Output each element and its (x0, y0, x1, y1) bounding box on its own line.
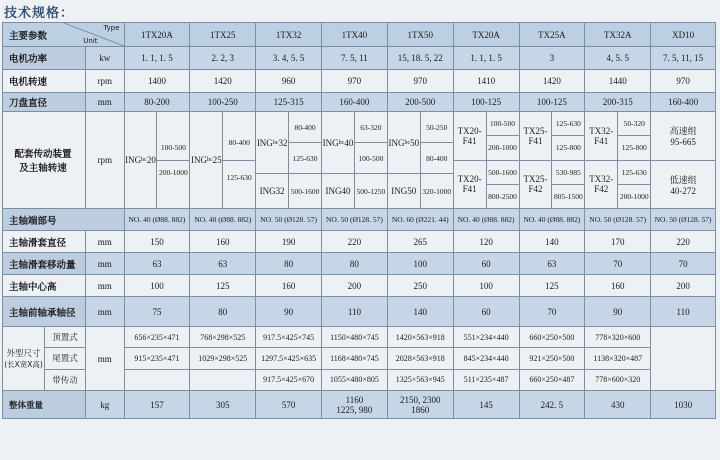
gear-model-suffix: F41 (462, 184, 477, 195)
cell: NO. 40 (Ø88. 882) (519, 209, 585, 231)
gear-cell (387, 112, 453, 209)
cell-line: 1160 (345, 394, 364, 405)
gear-range: 80-400 (223, 126, 255, 161)
model-header: 1TX50 (387, 23, 453, 47)
cell: 551×234×440 (453, 327, 519, 348)
gear-num: 20 (146, 155, 156, 165)
gear-range: 125-630 (552, 112, 584, 136)
cell: 200-315 (585, 93, 651, 112)
gear-range: 800-2500 (488, 191, 517, 201)
cell: 970 (322, 70, 388, 93)
cell-line: 2150, 2300 (400, 394, 441, 405)
gear-model: TX20- (457, 125, 482, 136)
gear-model-suffix: F42 (594, 184, 609, 195)
cell: 1297.5×425×635 (256, 348, 322, 369)
cell: 778×600×320 (585, 369, 651, 390)
cell: 1440 (585, 70, 651, 93)
gear-range: 125-800 (555, 143, 581, 153)
gear-sub: c (341, 139, 345, 146)
gear-sub: c (144, 157, 147, 163)
cell: 80-200 (124, 93, 190, 112)
header-param: 主要参数 (9, 30, 48, 42)
spec-table (2, 22, 716, 419)
row-label: 整体重量 (3, 391, 86, 419)
row-label: 电机转速 (3, 70, 86, 93)
cell: 3 (519, 47, 585, 70)
gear-range: 500-1250 (356, 186, 386, 196)
unit-cell: kg (86, 391, 125, 419)
model-header: 1TX40 (322, 23, 388, 47)
cell: 430 (585, 391, 651, 419)
cell: 80 (256, 253, 322, 275)
cell: 70 (651, 253, 716, 275)
dims-sub-label: 带传动 (52, 375, 78, 386)
gear-model: ING (322, 137, 339, 148)
gear-cell (585, 112, 651, 209)
unit-cell: rpm (86, 70, 125, 93)
cell: NO. 50 (Ø128. 57) (651, 209, 716, 231)
sleeve-dia-row (3, 231, 716, 253)
cell: 570 (256, 391, 322, 419)
power-row (3, 47, 716, 70)
model-header: 1TX25 (190, 23, 256, 47)
cell: NO. 50 (Ø128. 57) (322, 209, 388, 231)
gear-sup: b (272, 139, 276, 146)
cell: 190 (256, 231, 322, 253)
row-label: 外型尺寸 (6, 349, 41, 359)
cell: 220 (322, 231, 388, 253)
gear-model: ING40 (322, 174, 355, 208)
gear-cell (651, 112, 716, 209)
gear-model: TX20- (457, 174, 482, 185)
cell: 63 (124, 253, 190, 275)
cell: 7. 5, 11, 15 (651, 47, 716, 70)
cell: NO. 50 (Ø128. 57) (585, 209, 651, 231)
cell: 160 (190, 231, 256, 253)
cell: 768×298×525 (190, 327, 256, 348)
cell: 160-400 (322, 93, 388, 112)
model-header: 1TX20A (124, 23, 190, 47)
row-label: 主轴前轴承轴径 (3, 297, 86, 327)
cell: 921×250×500 (519, 348, 585, 369)
cell (190, 369, 256, 390)
gear-num: 32 (278, 137, 288, 148)
row-label-line2: 及主轴转速 (19, 163, 67, 174)
unit-cell: mm (86, 297, 125, 327)
cell: 140 (519, 231, 585, 253)
gear-model: ING (256, 137, 273, 148)
row-label: 主轴中心高 (3, 275, 86, 297)
cell: 656×235×471 (124, 327, 190, 348)
cell: 1. 1, 1. 5 (453, 47, 519, 70)
header-row (3, 23, 716, 47)
cell: 75 (124, 297, 190, 327)
speed-row (3, 70, 716, 93)
gear-sub: c (275, 139, 279, 146)
gear-model-suffix: F42 (528, 184, 543, 195)
cell: 1. 1, 1. 5 (124, 47, 190, 70)
cell: 1325×563×945 (387, 369, 453, 390)
cell: 200 (322, 275, 388, 297)
unit-cell: kw (86, 47, 125, 70)
cell: 145 (453, 391, 519, 419)
cell-line: 1860 (411, 404, 430, 415)
cell: NO. 60 (Ø221. 44) (387, 209, 453, 231)
cell-multi (387, 391, 453, 419)
cell (124, 369, 190, 390)
gear-range: 50-320 (618, 112, 650, 136)
gear-range: 63-320 (355, 112, 387, 143)
gear-range: 100-500 (358, 153, 384, 163)
dims-sub-label: 尾置式 (45, 348, 85, 369)
gear-sup: b (206, 157, 210, 163)
row-label-line2: (长X宽X高) (4, 360, 43, 369)
cell: 125-315 (256, 93, 322, 112)
gear-model-suffix: F41 (462, 135, 477, 146)
gear-sub: c (209, 157, 213, 163)
gear-range: 500-1600 (290, 186, 320, 196)
gear-range: 320-1000 (422, 186, 452, 196)
gear-model-suffix: F41 (594, 135, 609, 146)
gear-range: 805-1500 (554, 191, 583, 201)
gear-cell (322, 112, 388, 209)
cell: 110 (651, 297, 716, 327)
cell: 1420×563×918 (387, 327, 453, 348)
cell: 1150×480×745 (322, 327, 388, 348)
row-label: 主轴滑套直径 (3, 231, 86, 253)
gear-group-label: 高速组 (669, 127, 697, 138)
model-header: TX20A (453, 23, 519, 47)
cell: 970 (651, 70, 716, 93)
gear-label-cell (3, 112, 86, 209)
gear-cell (124, 112, 190, 209)
cell: 160-400 (651, 93, 716, 112)
gear-model: ING (190, 155, 207, 165)
cell: 1168×480×745 (322, 348, 388, 369)
cell: 660×250×500 (519, 327, 585, 348)
gear-model: ING50 (388, 174, 421, 208)
gear-range: 200-1000 (488, 143, 517, 153)
cell: 100-125 (453, 93, 519, 112)
cell: 60 (453, 297, 519, 327)
cell: 90 (585, 297, 651, 327)
cell: 1420 (519, 70, 585, 93)
cutter-row (3, 93, 716, 112)
cell: 917.5×425×670 (256, 369, 322, 390)
cell: 915×235×471 (124, 348, 190, 369)
cell: NO. 40 (Ø88. 882) (124, 209, 190, 231)
gear-range: 530-985 (552, 161, 584, 185)
model-header: TX25A (519, 23, 585, 47)
cell-line: 1225, 980 (336, 404, 373, 415)
gear-model: TX32- (589, 174, 614, 185)
cell: 15, 18. 5, 22 (387, 47, 453, 70)
gear-range: 40-272 (670, 185, 696, 196)
cell: 125 (519, 275, 585, 297)
gear-cell (453, 112, 519, 209)
center-height-row (3, 275, 716, 297)
cell: 250 (387, 275, 453, 297)
gear-model: TX25- (523, 174, 548, 185)
unit-cell: rpm (86, 112, 125, 209)
gear-range: 125-630 (226, 172, 252, 182)
cell: 1030 (651, 391, 716, 419)
cell: 3. 4, 5. 5 (256, 47, 322, 70)
cell: 70 (585, 253, 651, 275)
gear-row (3, 112, 716, 209)
cell: 63 (519, 253, 585, 275)
cell: 7. 5, 11 (322, 47, 388, 70)
cell: 220 (651, 231, 716, 253)
cell: 1400 (124, 70, 190, 93)
gear-range: 50-250 (421, 112, 453, 143)
gear-range: 200-1000 (619, 191, 649, 201)
model-header: TX32A (585, 23, 651, 47)
cell: 60 (453, 253, 519, 275)
weight-row (3, 391, 716, 419)
cell: 110 (322, 297, 388, 327)
row-label: 刀盘直径 (3, 93, 86, 112)
cell: 1420 (190, 70, 256, 93)
cell: 100-125 (519, 93, 585, 112)
cell: 160 (256, 275, 322, 297)
cell: 960 (256, 70, 322, 93)
row-label: 主轴端部号 (3, 209, 125, 231)
cell: 917.5×425×745 (256, 327, 322, 348)
cell-empty (651, 327, 716, 391)
cell-multi (322, 391, 388, 419)
cell: 1055×480×805 (322, 369, 388, 390)
gear-range: 100-500 (487, 112, 519, 136)
cell: 778×320×600 (585, 327, 651, 348)
dims-label-cell (3, 327, 86, 391)
gear-range: 125-630 (292, 153, 318, 163)
gear-range: 100-500 (157, 136, 189, 161)
cell: 200 (651, 275, 716, 297)
cell: 2028×563×918 (387, 348, 453, 369)
header-param-cell (3, 23, 125, 47)
gear-num: 25 (212, 155, 222, 165)
cell: 90 (256, 297, 322, 327)
unit-cell: mm (86, 327, 125, 391)
gear-range: 200-1000 (159, 167, 188, 177)
gear-range: 125-630 (618, 161, 650, 185)
cell: 170 (585, 231, 651, 253)
cell: 80 (190, 297, 256, 327)
cell: NO. 40 (Ø88. 882) (453, 209, 519, 231)
cell: 100-250 (190, 93, 256, 112)
cell: NO. 40 (Ø88. 882) (190, 209, 256, 231)
page-title: 技术规格： (4, 6, 75, 21)
dims-sub-label: 顶置式 (45, 327, 85, 348)
cell: 265 (387, 231, 453, 253)
cell: 242. 5 (519, 391, 585, 419)
cell: 100 (124, 275, 190, 297)
gear-sup: b (404, 139, 408, 146)
cell: 1410 (453, 70, 519, 93)
gear-group-label: 低速组 (669, 175, 697, 186)
row-label: 主轴滑套移动量 (3, 253, 86, 275)
cell: 125 (190, 275, 256, 297)
cell: 120 (453, 231, 519, 253)
gear-range: 80-400 (289, 112, 321, 143)
gear-sup: b (141, 157, 145, 163)
gear-sub: c (407, 139, 411, 146)
cell: 63 (190, 253, 256, 275)
row-label: 配套传动装置 (14, 149, 72, 160)
cell: 845×234×440 (453, 348, 519, 369)
cell: 200-500 (387, 93, 453, 112)
gear-num: 40 (344, 137, 354, 148)
cell: 160 (585, 275, 651, 297)
gear-range: 80-400 (426, 153, 448, 163)
cell: 2. 2, 3 (190, 47, 256, 70)
cell: 4, 5. 5 (585, 47, 651, 70)
cell: 511×235×487 (453, 369, 519, 390)
gear-range: 125-800 (621, 143, 647, 153)
gear-num: 50 (410, 137, 420, 148)
header-type: Type (103, 24, 120, 32)
row-label: 电机功率 (3, 47, 86, 70)
gear-range: 95-665 (670, 137, 696, 148)
cell: 80 (322, 253, 388, 275)
unit-cell: mm (86, 231, 125, 253)
unit-cell: mm (86, 275, 125, 297)
gear-range: 500-1600 (487, 161, 519, 185)
header-unit: Unit (83, 37, 98, 45)
cell: 140 (387, 297, 453, 327)
unit-cell: mm (86, 253, 125, 275)
gear-sup: b (338, 139, 342, 146)
cell: 1138×320×487 (585, 348, 651, 369)
cell: 150 (124, 231, 190, 253)
cell: 100 (453, 275, 519, 297)
gear-model-suffix: F41 (528, 135, 543, 146)
model-header: 1TX32 (256, 23, 322, 47)
cell: 70 (519, 297, 585, 327)
cell: 1029×298×525 (190, 348, 256, 369)
cell: 157 (124, 391, 190, 419)
cell: 305 (190, 391, 256, 419)
cell: NO. 50 (Ø128. 57) (256, 209, 322, 231)
spindle-end-row (3, 209, 716, 231)
model-header: XD10 (651, 23, 716, 47)
cell: 660×250×487 (519, 369, 585, 390)
gear-cell (519, 112, 585, 209)
gear-model: TX25- (523, 125, 548, 136)
unit-cell: mm (86, 93, 125, 112)
cell: 100 (387, 253, 453, 275)
gear-model: ING (388, 137, 405, 148)
gear-model: TX32- (589, 125, 614, 136)
bearing-row (3, 297, 716, 327)
gear-model: ING32 (256, 174, 289, 208)
gear-cell (190, 112, 256, 209)
dims-row-top (3, 327, 716, 348)
sleeve-move-row (3, 253, 716, 275)
cell: 970 (387, 70, 453, 93)
gear-cell (256, 112, 322, 209)
gear-model: ING (125, 155, 142, 165)
